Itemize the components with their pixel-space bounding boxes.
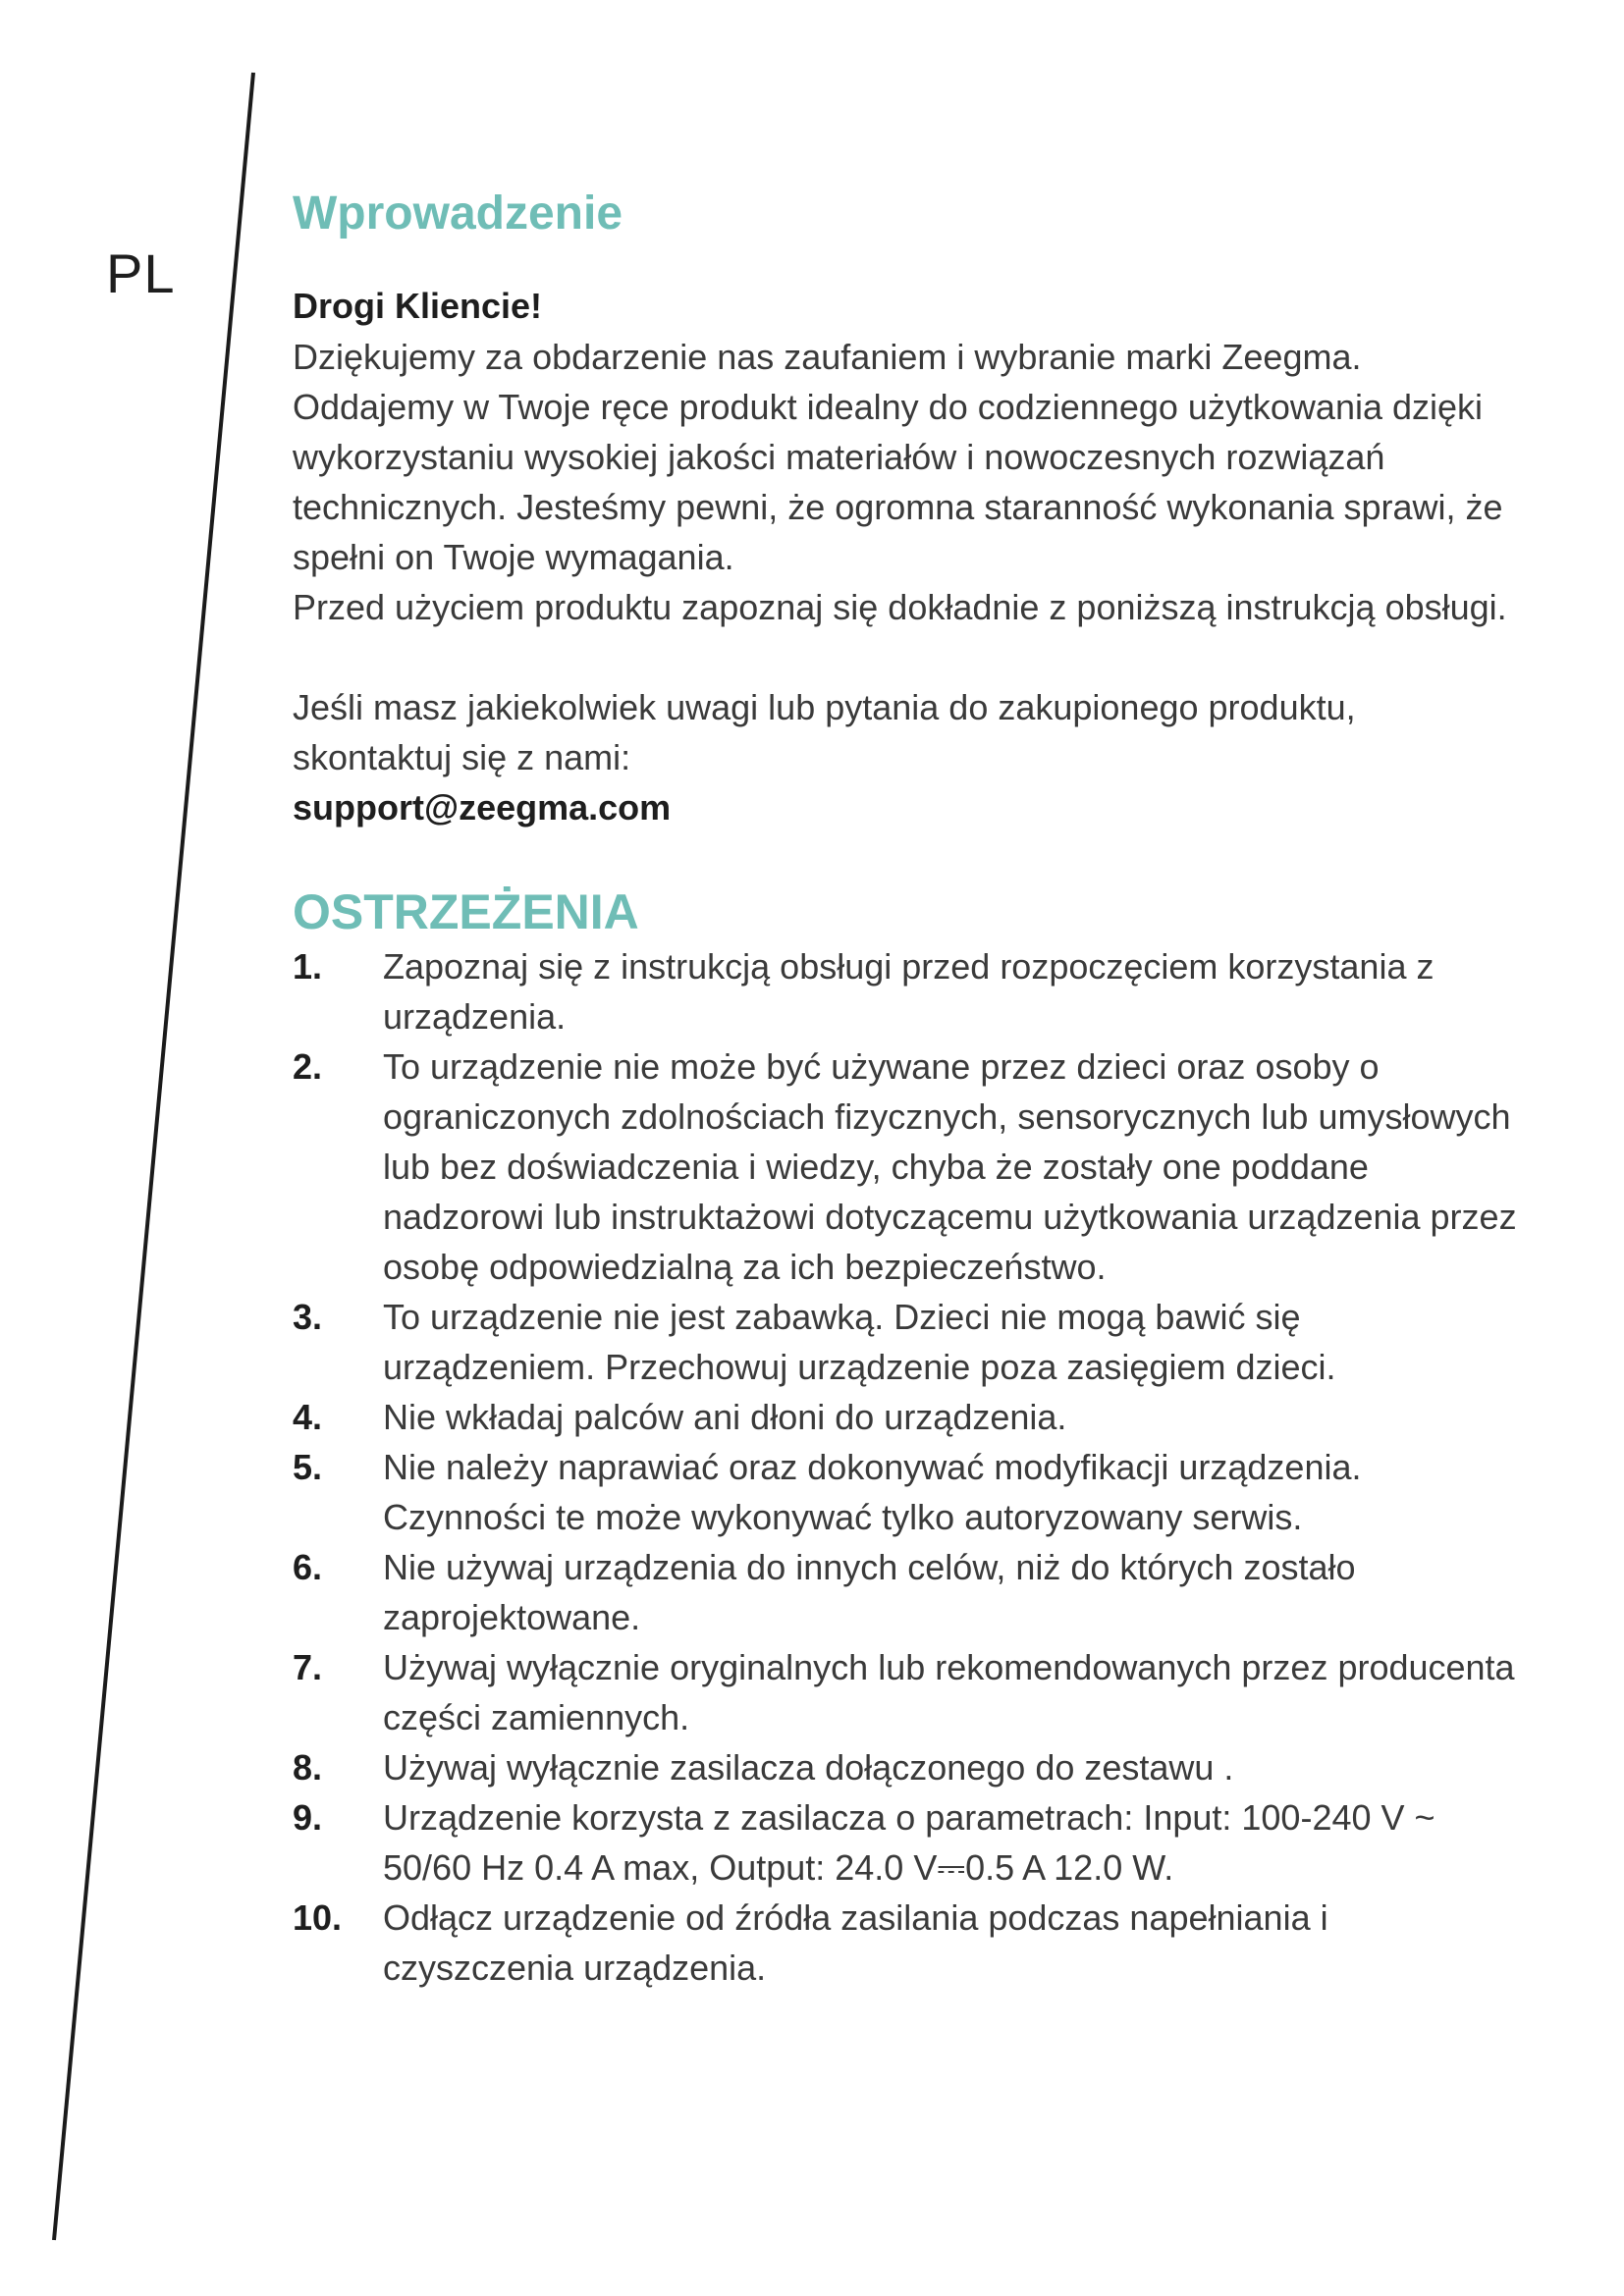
warning-text: Urządzenie korzysta z zasilacza o parametrach: Input: 100-240 V ~ 50/60 Hz 0.4 A max, Output: 24.0 V⎓0.5 A 12.0 W. [383,1797,1435,1888]
warning-number: 4. [293,1397,323,1437]
content-column [293,185,1520,1993]
warning-text: To urządzenie nie może być używane przez dzieci oraz osoby o ograniczonych zdolnościach fizycznych, sensorycznych lub umysłowych lub bez doświadczenia i wiedzy, chyba że zostały one poddane nadzorowi lub instruktażowi dotyczącemu użytkowania urządzenia przez osobę odpowiedzialną za ich bezpieczeństwo. [383,1046,1517,1287]
intro-paragraph-2: Przed użyciem produktu zapoznaj się dokładnie z poniższą instrukcją obsługi. [293,587,1507,627]
warning-text: Nie należy naprawiać oraz dokonywać modyfikacji urządzenia. Czynności te może wykonywać tylko autoryzowany serwis. [383,1447,1362,1537]
intro-paragraph-1: Dziękujemy za obdarzenie nas zaufaniem i wybranie marki Zeegma. Oddajemy w Twoje ręce produkt idealny do codziennego użytkowania dzięki wykorzystaniu wysokiej jakości materiałów i nowoczesnych rozwiązań technicznych. Jesteśmy pewni, że ogromna staranność wykonania sprawi, że spełni on Twoje wymagania. [293,337,1503,577]
language-code: PL [106,242,176,304]
warning-text: Nie używaj urządzenia do innych celów, niż do których zostało zaprojektowane. [383,1547,1356,1637]
warning-text: Zapoznaj się z instrukcją obsługi przed rozpoczęciem korzystania z urządzenia. [383,946,1435,1037]
intro-paragraph-3: Jeśli masz jakiekolwiek uwagi lub pytania do zakupionego produktu, skontaktuj się z nami: [293,687,1356,777]
warning-number: 6. [293,1547,323,1587]
warning-number: 8. [293,1747,323,1788]
warnings-list [293,941,1520,1993]
warning-text: To urządzenie nie jest zabawką. Dzieci nie mogą bawić się urządzeniem. Przechowuj urządzenie poza zasięgiem dzieci. [383,1297,1336,1387]
warning-item-6 [293,1542,1520,1642]
warning-text: Używaj wyłącznie oryginalnych lub rekomendowanych przez producenta części zamiennych. [383,1647,1515,1737]
warning-item-2 [293,1041,1520,1292]
warning-text: Odłącz urządzenie od źródła zasilania podczas napełniania i czyszczenia urządzenia. [383,1897,1328,1988]
warning-item-8 [293,1742,1520,1792]
warning-item-3 [293,1292,1520,1392]
warning-text: Nie wkładaj palców ani dłoni do urządzenia. [383,1397,1067,1437]
warning-text: Używaj wyłącznie zasilacza dołączonego do zestawu . [383,1747,1234,1788]
warning-number: 2. [293,1046,323,1087]
warning-number: 9. [293,1797,323,1838]
warning-item-7 [293,1642,1520,1742]
support-email: support@zeegma.com [293,787,672,828]
warning-number: 1. [293,946,323,987]
warnings-title: OSTRZEŻENIA [293,884,639,939]
intro-title: Wprowadzenie [293,187,623,240]
warning-number: 5. [293,1447,323,1487]
warning-number: 3. [293,1297,323,1337]
warning-item-10 [293,1893,1520,1993]
warning-number: 7. [293,1647,323,1687]
warning-item-5 [293,1442,1520,1542]
warning-item-9 [293,1792,1520,1893]
warning-item-1 [293,941,1520,1041]
warning-number: 10. [293,1897,343,1938]
warning-item-4 [293,1392,1520,1442]
greeting: Drogi Kliencie! [293,286,543,326]
